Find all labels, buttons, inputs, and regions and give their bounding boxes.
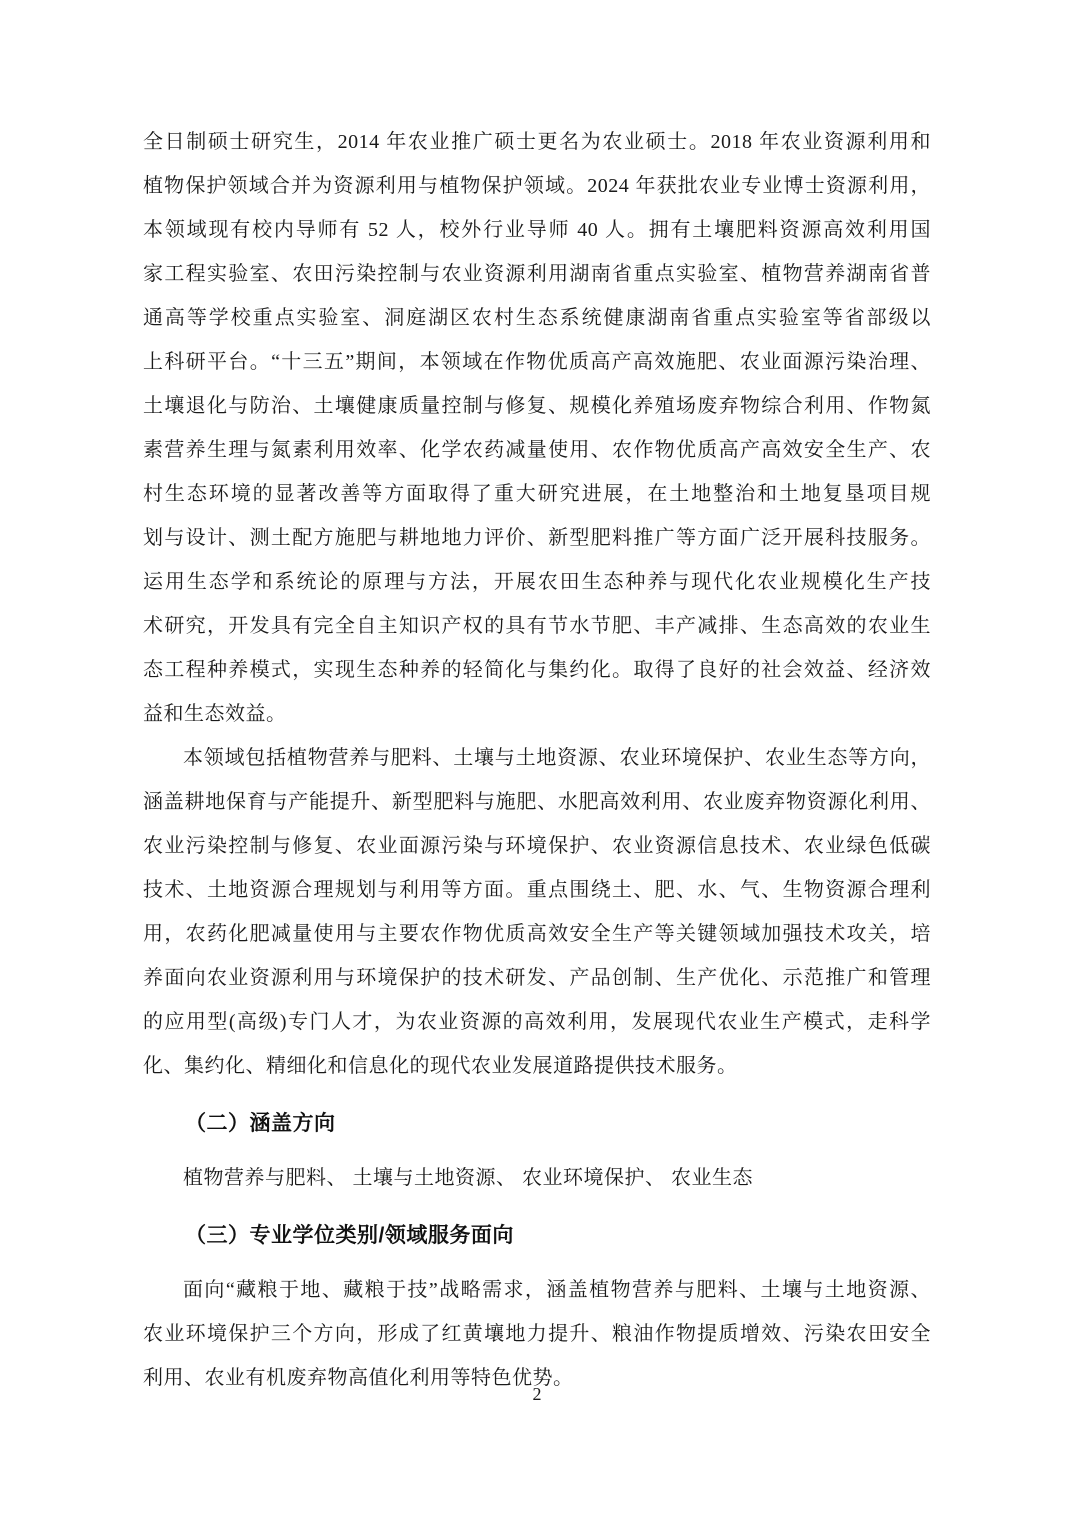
page-number: 2 (532, 1384, 542, 1404)
text-line: 农业污染控制与修复、农业面源污染与环境保护、农业资源信息技术、农业绿色低碳 (143, 835, 931, 857)
text-line: 利用、农业有机废弃物高值化利用等特色优势。 (143, 1367, 574, 1389)
text-line: 态工程种养模式，实现生态种养的轻简化与集约化。取得了良好的社会效益、经济效 (143, 659, 931, 681)
text-line: 运用生态学和系统论的原理与方法，开展农田生态种养与现代化农业规模化生产技 (143, 571, 931, 593)
paragraph-service-orientation (143, 1268, 931, 1400)
text-line: 面向“藏粮于地、藏粮于技”战略需求，涵盖植物营养与肥料、土壤与土地资源、 (183, 1279, 931, 1301)
text-line: 用，农药化肥减量使用与主要农作物优质高效安全生产等关键领域加强技术攻关，培 (143, 923, 931, 945)
text-line: 益和生态效益。 (143, 703, 287, 725)
text-line: 家工程实验室、农田污染控制与农业资源利用湖南省重点实验室、植物营养湖南省普 (143, 263, 931, 285)
text-line: 本领域包括植物营养与肥料、土壤与土地资源、农业环境保护、农业生态等方向， (183, 747, 931, 769)
paragraph-field-scope (143, 736, 931, 1088)
text-line: 素营养生理与氮素利用效率、化学农药减量使用、农作物优质高产高效安全生产、农 (143, 439, 931, 461)
document-body (143, 120, 931, 1400)
text-line: 通高等学校重点实验室、洞庭湖区农村生态系统健康湖南省重点实验室等省部级以 (143, 307, 931, 329)
text-line: 全日制硕士研究生，2014 年农业推广硕士更名为农业硕士。2018 年农业资源利用和 (143, 131, 931, 153)
text-line: 的应用型(高级)专门人才，为农业资源的高效利用，发展现代农业生产模式，走科学 (143, 1011, 931, 1033)
text-line: 化、集约化、精细化和信息化的现代农业发展道路提供技术服务。 (143, 1055, 738, 1077)
section-heading-covered-directions: （二）涵盖方向 (185, 1112, 336, 1135)
text-line: 土壤退化与防治、土壤健康质量控制与修复、规模化养殖场废弃物综合利用、作物氮 (143, 395, 931, 417)
text-line: 技术、土地资源合理规划与利用等方面。重点围绕土、肥、水、气、生物资源合理利 (143, 879, 931, 901)
text-line: 植物保护领域合并为资源利用与植物保护领域。2024 年获批农业专业博士资源利用， (143, 175, 931, 197)
text-line: 上科研平台。“十三五”期间，本领域在作物优质高产高效施肥、农业面源污染治理、 (143, 351, 931, 373)
covered-directions-list: 植物营养与肥料、 土壤与土地资源、 农业环境保护、 农业生态 (183, 1167, 753, 1189)
text-line: 术研究，开发具有完全自主知识产权的具有节水节肥、丰产减排、生态高效的农业生 (143, 615, 931, 637)
section-heading-degree-service: （三）专业学位类别/领域服务面向 (185, 1224, 514, 1247)
text-line: 涵盖耕地保育与产能提升、新型肥料与施肥、水肥高效利用、农业废弃物资源化利用、 (143, 791, 931, 813)
text-line: 农业环境保护三个方向，形成了红黄壤地力提升、粮油作物提质增效、污染农田安全 (143, 1323, 931, 1345)
text-line: 划与设计、测土配方施肥与耕地地力评价、新型肥料推广等方面广泛开展科技服务。 (143, 527, 931, 549)
text-line: 本领域现有校内导师有 52 人，校外行业导师 40 人。拥有土壤肥料资源高效利用国 (143, 219, 931, 241)
text-line: 养面向农业资源利用与环境保护的技术研发、产品创制、生产优化、示范推广和管理 (143, 967, 931, 989)
text-line: 村生态环境的显著改善等方面取得了重大研究进展，在土地整治和土地复垦项目规 (143, 483, 931, 505)
paragraph-overview (143, 120, 931, 736)
